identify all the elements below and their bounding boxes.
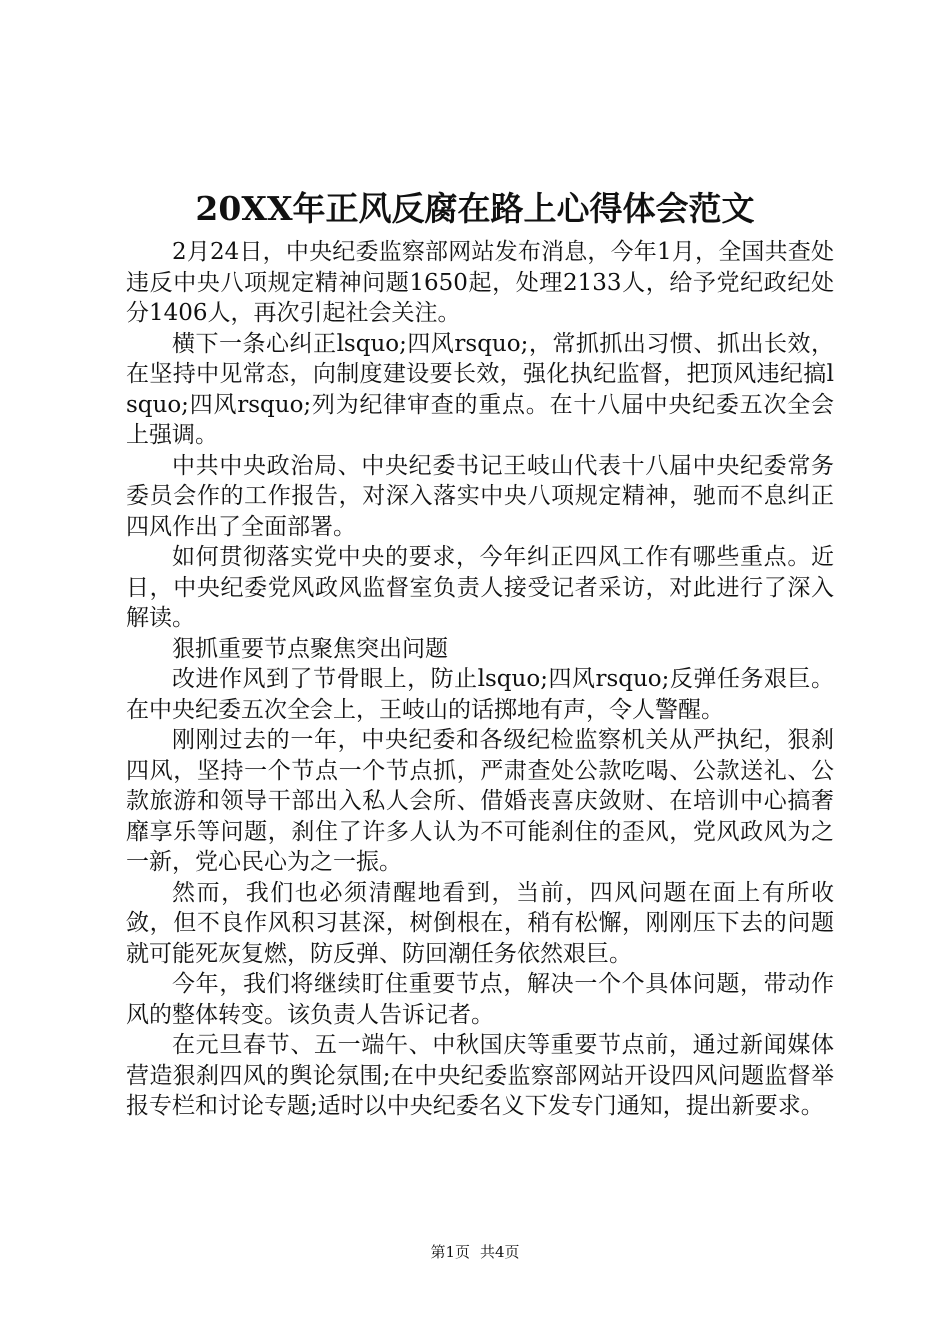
- document-body: [126, 237, 834, 1122]
- document-title: 20XX年正风反腐在路上心得体会范文: [195, 189, 755, 228]
- paragraph: 如何贯彻落实党中央的要求，今年纠正四风工作有哪些重点。近日，中央纪委党风政风监督室负责人接受记者采访，对此进行了深入解读。: [126, 544, 834, 631]
- paragraph: 改进作风到了节骨眼上，防止lsquo;四风rsquo;反弹任务艰巨。在中央纪委五次全会上，王岐山的话掷地有声，令人警醒。: [126, 666, 834, 723]
- section-heading: 狠抓重要节点聚焦突出问题: [172, 635, 448, 662]
- paragraph: 刚刚过去的一年，中央纪委和各级纪检监察机关从严执纪，狠刹四风，坚持一个节点一个节点抓，严肃查处公款吃喝、公款送礼、公款旅游和领导干部出入私人会所、借婚丧喜庆敛财、在培训中心搞奢靡享乐等问题，刹住了许多人认为不可能刹住的歪风，党风政风为之一新，党心民心为之一振。: [126, 727, 834, 875]
- paragraph: 然而，我们也必须清醒地看到，当前，四风问题在面上有所收敛，但不良作风积习甚深，树倒根在，稍有松懈，刚刚压下去的问题就可能死灰复燃，防反弹、防回潮任务依然艰巨。: [126, 879, 834, 967]
- page-footer: [0, 1240, 950, 1264]
- page-total: 共4页: [480, 1243, 520, 1261]
- paragraph: 横下一条心纠正lsquo;四风rsquo;，常抓抓出习惯、抓出长效，在坚持中见常态，向制度建设要长效，强化执纪监督，把顶风违纪搞lsquo;四风rsquo;列为纪律审查的重点。在十八届中央纪委五次全会上强调。: [126, 330, 834, 448]
- page-number: 第1页: [430, 1243, 470, 1261]
- paragraph: 中共中央政治局、中央纪委书记王岐山代表十八届中央纪委常务委员会作的工作报告，对深入落实中央八项规定精神，驰而不息纠正四风作出了全面部署。: [126, 452, 834, 540]
- paragraph: 在元旦春节、五一端午、中秋国庆等重要节点前，通过新闻媒体营造狠刹四风的舆论氛围;在中央纪委监察部网站开设四风问题监督举报专栏和讨论专题;适时以中央纪委名义下发专门通知，提出新要求。: [126, 1032, 834, 1119]
- paragraph: 今年，我们将继续盯住重要节点，解决一个个具体问题，带动作风的整体转变。该负责人告诉记者。: [126, 971, 834, 1028]
- paragraph: 2月24日，中央纪委监察部网站发布消息，今年1月，全国共查处违反中央八项规定精神问题1650起，处理2133人，给予党纪政纪处分1406人，再次引起社会关注。: [126, 239, 834, 326]
